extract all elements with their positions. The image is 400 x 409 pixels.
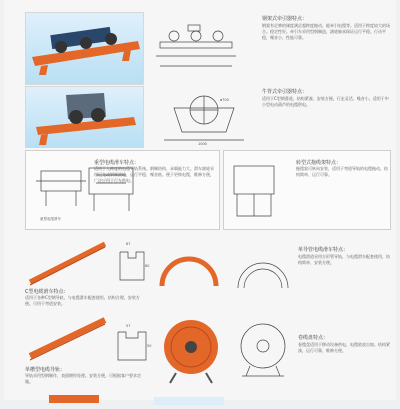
product-photo-bottom-partial-2: [154, 390, 224, 400]
product-photo-bottom-partial: [44, 388, 104, 400]
tech-drawing-steel-trolley: [154, 22, 239, 77]
product-photo-cable-reel: [154, 315, 229, 385]
section-3-title: 重型电缆滑车特点：: [94, 160, 140, 166]
product-photo-curved-rail: [154, 240, 224, 290]
tech-drawing-square-profile: [112, 240, 152, 290]
section-3-desc: 适用于大跨度的电缆导轨系统。钢制结构，承载能力大。滑车滚轮采用尼龙或钢制滚轮，运行平稳，噪音低。便于更换电缆，维修方便，广泛应用于行车供电。: [94, 166, 214, 183]
section-4-desc: 拖缆架可转向安装，适用于弯道导轨的电缆拖动。结构简单，运行可靠。: [296, 166, 388, 177]
dim-square-height: 80: [145, 264, 150, 268]
dim-channel-height: 50: [147, 344, 152, 348]
dimension-diameter: ø700: [220, 98, 229, 102]
catalog-page: [4, 0, 396, 400]
tech-drawing-cable-reel: [236, 318, 290, 380]
product-photo-steel-trolley: [25, 12, 144, 85]
section-6-desc: 适用于各种C型钢导轨，与电缆滑车配套使用。结构合理，安装方便。可用于弯道安装。: [25, 295, 140, 306]
product-photo-square-rail: [25, 238, 110, 288]
section-5-desc: 电缆滑道采用方形管导轨，与电缆滑车配套使用，结构简单，安装方便。: [298, 254, 390, 265]
tech-drawing-curved-rail: [232, 240, 294, 292]
dimension-width: 1000: [198, 142, 207, 146]
section-1-desc: 钢架有足够的刚度满足超跨度拖动，能牵引电缆等。适用于跨度较大的场合。稳定性好。牵引车采用型钢制造，滚轮轴承保证运行平稳。行动平稳，噪音小，性能可靠。: [262, 23, 390, 40]
section-6-title: C型电缆滑车特点：: [25, 289, 69, 295]
tech-drawing-saddle-trolley: [154, 88, 254, 148]
section-2-desc: 适用于C型钢滑道。结构紧凑，安装方便。行走灵活，噪音小。适用于中小型电动葫芦的电缆供电。: [262, 96, 389, 107]
section-7-title: 单槽型电缆导轨：: [25, 367, 66, 373]
dim-channel-width: 57: [126, 324, 131, 328]
section-8-title: 卷缆盘特点：: [298, 335, 329, 341]
section-3-caption: 重型电缆滑车: [40, 217, 61, 221]
tech-drawing-channel-profile: [112, 318, 154, 368]
section-2-title: 牛背式牵引器特点：: [262, 89, 308, 95]
section-1-title: 钢架式牵引器特点：: [262, 16, 308, 22]
section-4-title: 转型式拖缆架特点：: [296, 160, 342, 166]
panel-heavy-cable-trolley: [25, 150, 220, 230]
panel-turning-cable-frame: [223, 150, 391, 230]
section-7-desc: 导轨采用型钢制作，表面镀锌处理。安装方便，可根据客户要求定做。: [25, 373, 141, 384]
section-5-title: 单导管电缆滑车特点：: [298, 247, 349, 253]
section-8-desc: 卷缆盘适用于移动设备供电，电缆收放自如。结构紧凑，运行可靠，维修方便。: [298, 342, 390, 353]
dim-square-width: 67: [126, 242, 131, 246]
product-photo-saddle-trolley: [25, 86, 144, 148]
product-photo-channel-rail: [25, 312, 110, 362]
